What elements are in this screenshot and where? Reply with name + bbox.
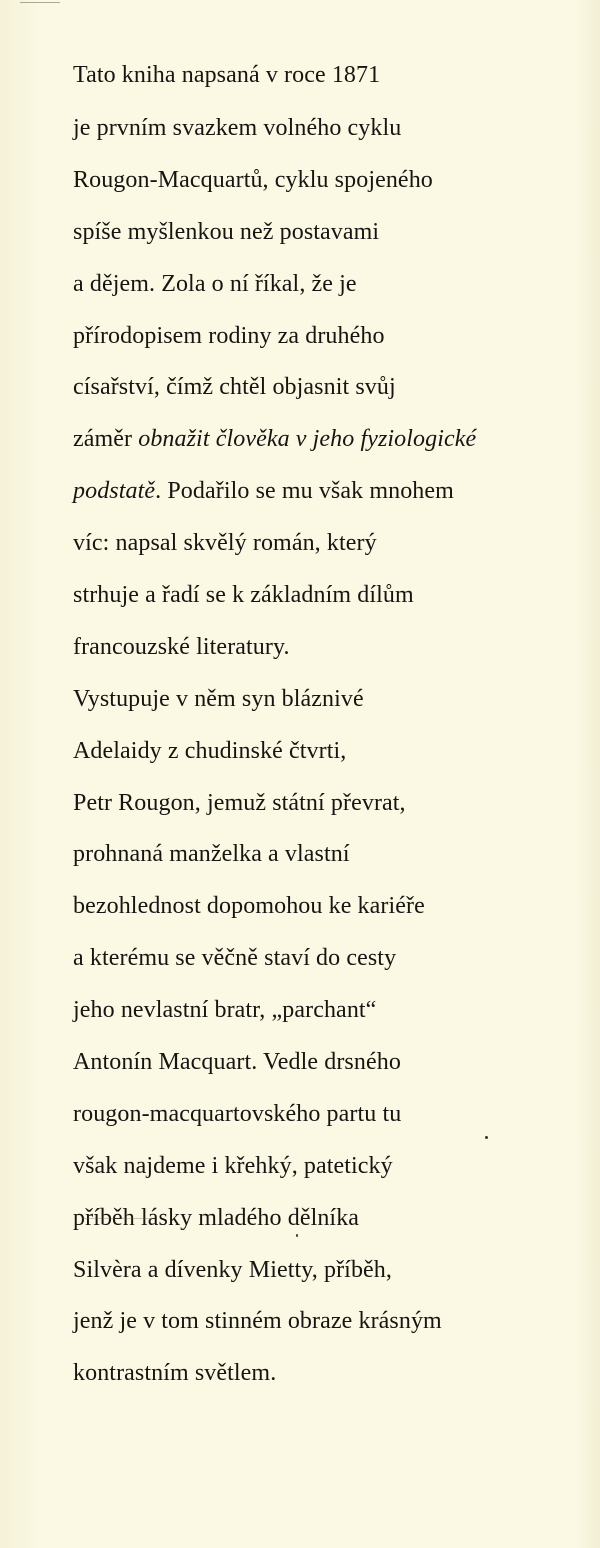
text-line-12: francouzské literatury. [73,633,290,660]
text-line-16: prohnaná manželka a vlastní [73,841,350,868]
text-line-21: rougon-macquartovského partu tu [73,1100,402,1127]
text-line-2: je prvním svazkem volného cyklu [73,115,402,141]
text-line-13: Vystupuje v něm syn bláznivé [73,685,364,712]
text-line-8 [73,418,573,470]
text-line-20: Antonín Macquart. Vedle drsného [73,1049,401,1076]
text-line-14: Adelaidy z chudinské čtvrti, [73,737,347,764]
text-line-9 [73,470,573,522]
text-line-25: jenž je v tom stinném obraze krásným [73,1308,442,1335]
text-line-9-regular: . Podařilo se mu však mnohem [155,478,454,505]
side-edge-mark [82,1218,152,1219]
annotation-text [73,54,573,1404]
text-line-24: Silvèra a dívenky Mietty, příběh, [73,1256,393,1283]
text-line-11: strhuje a řadí se k základním dílům [73,582,414,609]
text-line-1: Tato kniha napsaná v roce 1871 [73,62,381,88]
text-line-4: spíše myšlenkou než postavami [73,218,380,245]
text-line-26: kontrastním světlem. [73,1360,277,1387]
text-line-6: přírodopisem rodiny za druhého [73,322,385,349]
text-line-15: Petr Rougon, jemuž státní převrat, [73,789,406,816]
text-line-5: a dějem. Zola o ní říkal, že je [73,270,357,297]
top-edge-mark [20,2,60,3]
text-line-23: příběh lásky mladého dělníka [73,1204,360,1231]
text-line-9-italic: podstatě [73,478,156,505]
text-line-18: a kterému se věčně staví do cesty [73,945,397,972]
text-line-8-italic: obnažit člověka v jeho fyziologické [138,426,477,453]
print-speck [485,1136,488,1139]
text-line-17: bezohlednost dopomohou ke kariéře [73,893,425,920]
text-line-10: víc: napsal skvělý román, který [73,530,377,557]
text-line-7: císařství, čímž chtěl objasnit svůj [73,374,396,401]
text-line-8-regular: záměr [73,426,139,453]
print-speck [296,1234,298,1237]
text-line-3: Rougon-Macquartů, cyklu spojeného [73,166,433,193]
text-line-22: však najdeme i křehký, patetický [73,1152,393,1179]
text-line-19: jeho nevlastní bratr, „parchant“ [73,997,377,1024]
